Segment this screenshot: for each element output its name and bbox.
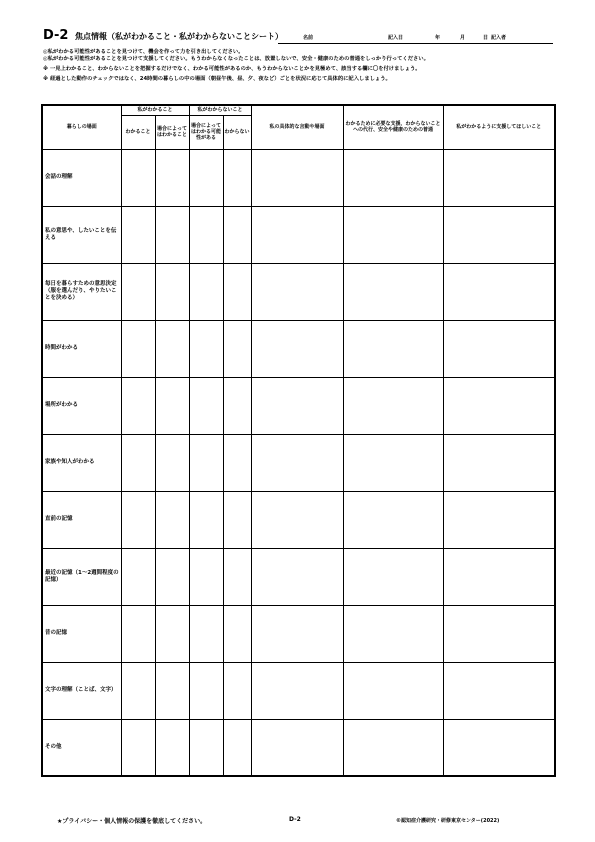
cell[interactable] (155, 605, 189, 662)
cell[interactable] (343, 149, 443, 206)
cell[interactable] (343, 206, 443, 263)
cell[interactable] (223, 719, 251, 776)
col-not-knows-possible: 場合によってはわかる可能性がある (189, 115, 223, 149)
cell[interactable] (121, 434, 155, 491)
row-label: 直前の記憶 (42, 491, 121, 548)
cell[interactable] (155, 206, 189, 263)
cell[interactable] (443, 377, 555, 434)
cell[interactable] (189, 548, 223, 605)
date-label: 記入日 (388, 35, 404, 41)
cell[interactable] (223, 548, 251, 605)
col-specifics: 私の具体的な言動や場面 (251, 105, 343, 149)
cell[interactable] (223, 263, 251, 320)
cell[interactable] (121, 206, 155, 263)
month-label: 月 (460, 35, 466, 41)
cell[interactable] (155, 719, 189, 776)
instruction-line: ※ 経過とした動作のチェックではなく、24時間の暮らしの中の場面（朝昼午後、昼、夕、夜など）ごとを状況に応じて具体的に記入しましょう。 (43, 76, 391, 82)
cell[interactable] (121, 377, 155, 434)
cell[interactable] (223, 434, 251, 491)
cell[interactable] (155, 491, 189, 548)
cell[interactable] (443, 605, 555, 662)
row-label: 場所がわかる (42, 377, 121, 434)
row-label: 文字の理解（ことば、文字） (42, 662, 121, 719)
cell[interactable] (121, 320, 155, 377)
cell[interactable] (443, 719, 555, 776)
cell[interactable] (443, 548, 555, 605)
cell[interactable] (223, 377, 251, 434)
cell[interactable] (251, 434, 343, 491)
row-label: 毎日を暮らすための意思決定（服を選んだり、やりたいことを決める） (42, 263, 121, 320)
col-knows: わかること (121, 115, 155, 149)
cell[interactable] (121, 605, 155, 662)
table-row (42, 377, 555, 434)
name-label: 名前 (303, 35, 314, 41)
cell[interactable] (443, 491, 555, 548)
table-row (42, 719, 555, 776)
cell[interactable] (189, 149, 223, 206)
cell[interactable] (189, 662, 223, 719)
row-label: 会話の理解 (42, 149, 121, 206)
row-label: 家族や知人がわかる (42, 434, 121, 491)
cell[interactable] (155, 149, 189, 206)
table-row (42, 320, 555, 377)
cell[interactable] (155, 377, 189, 434)
cell[interactable] (343, 434, 443, 491)
cell[interactable] (223, 320, 251, 377)
row-label: 最近の記憶（1〜2週間程度の記憶） (42, 548, 121, 605)
table-row (42, 548, 555, 605)
cell[interactable] (121, 548, 155, 605)
cell[interactable] (155, 320, 189, 377)
cell[interactable] (251, 377, 343, 434)
table-row (42, 605, 555, 662)
cell[interactable] (343, 263, 443, 320)
group-knows: 私がわかること (121, 105, 189, 115)
cell[interactable] (189, 377, 223, 434)
sheet-code: D-2 (43, 28, 69, 43)
cell[interactable] (223, 491, 251, 548)
cell[interactable] (251, 662, 343, 719)
cell[interactable] (121, 662, 155, 719)
cell[interactable] (251, 491, 343, 548)
cell[interactable] (343, 548, 443, 605)
cell[interactable] (443, 263, 555, 320)
copyright: ©認知症介護研究・研修東京センター(2022) (396, 818, 500, 824)
cell[interactable] (251, 149, 343, 206)
cell[interactable] (443, 206, 555, 263)
cell[interactable] (343, 662, 443, 719)
table-row (42, 263, 555, 320)
cell[interactable] (343, 491, 443, 548)
cell[interactable] (251, 605, 343, 662)
cell[interactable] (189, 434, 223, 491)
table-row (42, 206, 555, 263)
cell[interactable] (443, 320, 555, 377)
table-row (42, 434, 555, 491)
cell[interactable] (155, 263, 189, 320)
cell[interactable] (189, 491, 223, 548)
cell[interactable] (223, 605, 251, 662)
table-body (42, 149, 555, 776)
cell[interactable] (189, 263, 223, 320)
row-label: その他 (42, 719, 121, 776)
cell[interactable] (251, 548, 343, 605)
cell[interactable] (121, 149, 155, 206)
cell[interactable] (155, 662, 189, 719)
cell[interactable] (443, 662, 555, 719)
day-label: 日 (483, 35, 489, 41)
cell[interactable] (155, 434, 189, 491)
privacy-notice: ★プライバシー・個人情報の保護を徹底してください。 (57, 818, 207, 825)
cell[interactable] (251, 719, 343, 776)
instruction-line: ※ 一見上わかること、わからないことを把握するだけでなく、わかる可能性があるのか、もうわからないことかを見極めて、該当する欄に〇を付けましょう。 (43, 66, 421, 72)
cell[interactable] (189, 605, 223, 662)
cell[interactable] (343, 320, 443, 377)
cell[interactable] (155, 548, 189, 605)
col-life-scene: 暮らしの場面 (42, 105, 121, 149)
cell[interactable] (189, 320, 223, 377)
focus-info-table (41, 104, 556, 777)
cell[interactable] (251, 206, 343, 263)
cell[interactable] (343, 377, 443, 434)
cell[interactable] (223, 149, 251, 206)
cell[interactable] (251, 263, 343, 320)
instructions (43, 49, 555, 83)
row-label: 私の意思や、したいことを伝える (42, 206, 121, 263)
col-support: わかるために必要な支援、わからないことへの代行、安全や健康のための普通 (343, 105, 443, 149)
sheet-title: 焦点情報（私がわかること・私がわからないことシート） (75, 32, 283, 41)
cell[interactable] (121, 491, 155, 548)
header-underline (278, 43, 553, 44)
col-wish: 私がわかるように支援してほしいこと (443, 105, 555, 149)
sheet-header (43, 28, 553, 46)
cell[interactable] (121, 263, 155, 320)
cell[interactable] (443, 149, 555, 206)
page-code: D-2 (289, 816, 301, 823)
group-not-knows: 私がわからないこと (189, 105, 251, 115)
row-label: 昔の記憶 (42, 605, 121, 662)
instruction-line: ◎私がわかる可能性があることを見つけて、機会を作って力を引き出してください。 (43, 49, 244, 55)
table-row (42, 491, 555, 548)
table-row (42, 662, 555, 719)
year-label: 年 (435, 35, 441, 41)
row-label: 時間がわかる (42, 320, 121, 377)
cell[interactable] (189, 206, 223, 263)
cell[interactable] (189, 719, 223, 776)
cell[interactable] (251, 320, 343, 377)
cell[interactable] (443, 434, 555, 491)
table-row (42, 149, 555, 206)
col-not-knows: わからない (223, 115, 251, 149)
col-knows-situation: 場合によってはわかること (155, 115, 189, 149)
recorder-label: 記入者 (491, 35, 507, 41)
cell[interactable] (223, 206, 251, 263)
instruction-line: ◎私がわかる可能性があることを見つけて支援してください。もうわからなくなったことは、放置しないで、安全・健康のための普通をしっかり行ってください。 (43, 56, 429, 62)
cell[interactable] (121, 719, 155, 776)
cell[interactable] (223, 662, 251, 719)
cell[interactable] (343, 605, 443, 662)
cell[interactable] (343, 719, 443, 776)
